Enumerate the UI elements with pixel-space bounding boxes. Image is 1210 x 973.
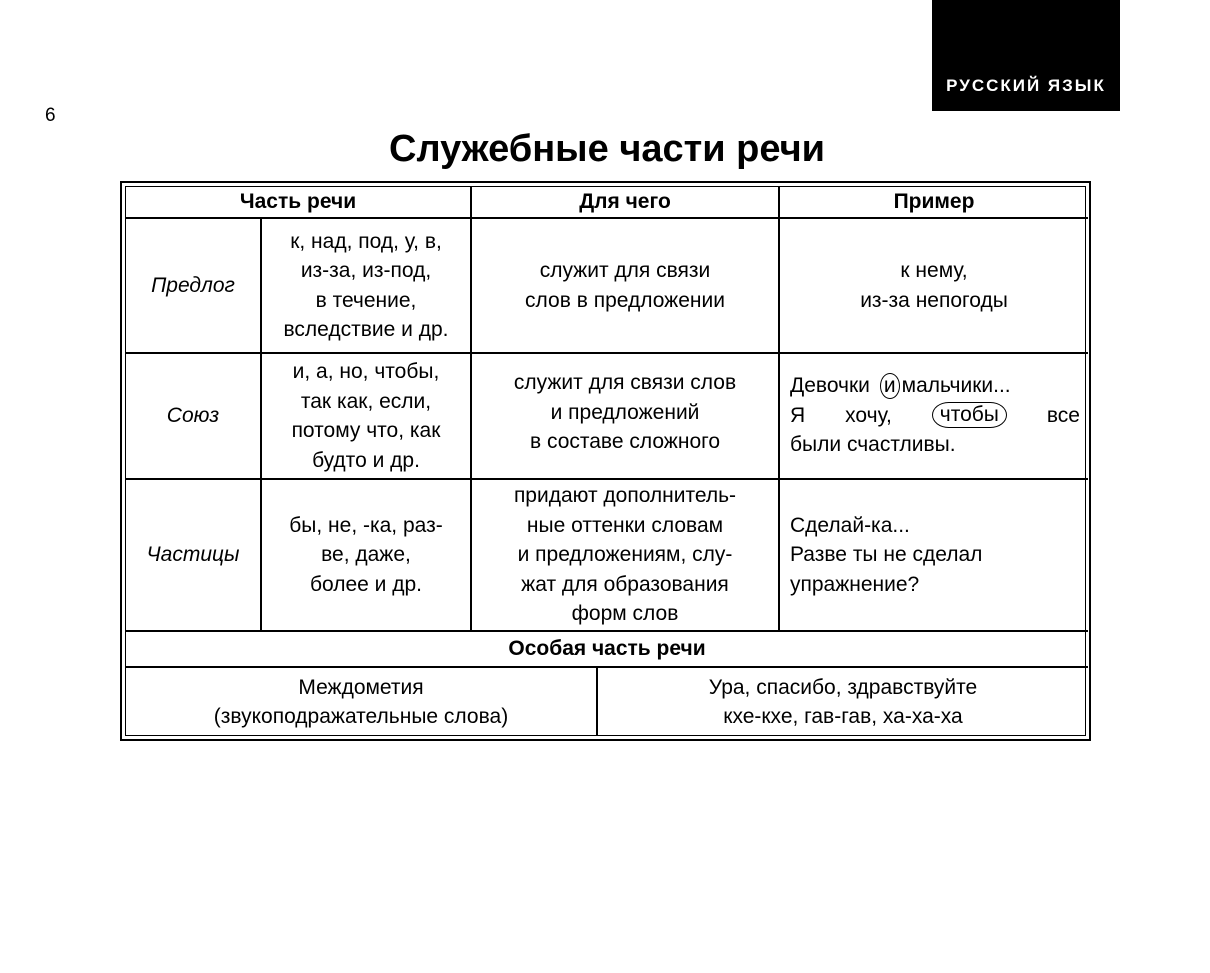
- interjections-name: Междометия (звукоподражательные слова): [126, 668, 598, 736]
- circled-conjunction: и: [880, 373, 900, 399]
- example-word: все: [1046, 403, 1080, 427]
- example-line: [790, 430, 1080, 460]
- parts-of-speech-table: [120, 181, 1091, 741]
- row-words-conjunction: и, а, но, чтобы, так как, если, потому что, как будто и др.: [262, 354, 472, 480]
- example-word: хочу,: [845, 403, 892, 427]
- subject-label: РУССКИЙ ЯЗЫК: [946, 76, 1106, 95]
- example-word: были счастливы.: [790, 433, 956, 456]
- row-purpose-conjunction: служит для связи слов и предложений в составе сложного: [472, 354, 780, 480]
- header-example: Пример: [780, 187, 1088, 219]
- interjections-example: Ура, спасибо, здравствуйте кхе-кхе, гав-гав, ха-ха-ха: [708, 675, 978, 728]
- row-example-preposition: к нему, из-за непогоды: [780, 219, 1088, 354]
- example-line: [790, 371, 1080, 401]
- example-word: мальчики...: [901, 374, 1011, 397]
- row-purpose-preposition: служит для связи слов в предложении: [472, 219, 780, 354]
- subject-badge: [932, 0, 1120, 111]
- example-word: Я: [790, 403, 806, 427]
- header-purpose: Для чего: [472, 187, 780, 219]
- special-section-header: Особая часть речи: [126, 632, 1088, 668]
- row-name-particles: Частицы: [126, 480, 262, 632]
- example-line: [790, 401, 1080, 431]
- page-number: 6: [45, 105, 56, 126]
- table-inner: [125, 186, 1086, 736]
- page-title: Служебные части речи: [389, 128, 825, 170]
- row-example-particles: Сделай-ка... Разве ты не сделал упражнение?: [780, 480, 1088, 632]
- row-purpose-particles: придают дополнитель- ные оттенки словам и предложениям, слу- жат для образования форм слов: [472, 480, 780, 632]
- row-name-conjunction: Союз: [126, 354, 262, 480]
- conjunction-example-text: [790, 371, 1080, 460]
- row-words-preposition: к, над, под, у, в, из-за, из-под, в течение, вследствие и др.: [262, 219, 472, 354]
- circled-conjunction: чтобы: [932, 402, 1007, 428]
- row-words-particles: бы, не, -ка, раз- ве, даже, более и др.: [262, 480, 472, 632]
- row-name-preposition: Предлог: [126, 219, 262, 354]
- example-word: Девочки: [790, 374, 870, 397]
- row-example-conjunction: [780, 354, 1088, 480]
- header-part-of-speech: Часть речи: [126, 187, 472, 219]
